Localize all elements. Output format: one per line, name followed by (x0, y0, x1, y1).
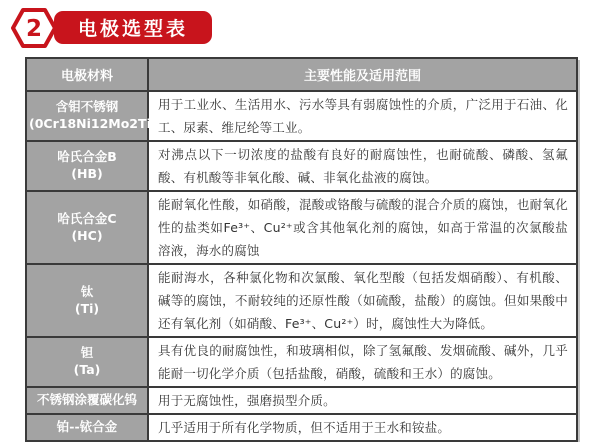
material-cell (26, 414, 148, 441)
description-cell: 用于工业水、生活用水、污水等具有弱腐蚀性的介质，广泛用于石油、化工、尿素、维尼纶等工业。 (148, 91, 577, 141)
material-code: (Ta) (73, 362, 101, 377)
column-header-performance: 主要性能及适用范围 (148, 58, 577, 91)
description-cell: 能耐海水，各种氯化物和次氯酸、氧化型酸（包括发烟硝酸）、有机酸、碱等的腐蚀，不耐较纯的还原性酸（如硫酸，盐酸）的腐蚀。但如果酸中还有氧化剂（如硝酸、Fe³⁺、Cu²⁺）时，腐蚀性大为降低。 (148, 264, 577, 337)
material-name: 哈氏合金C (57, 210, 117, 226)
material-cell (26, 264, 148, 337)
section-number-badge (11, 6, 57, 50)
table-row (26, 387, 577, 414)
table-row (26, 91, 577, 141)
description-cell: 具有优良的耐腐蚀性，和玻璃相似，除了氢氟酸、发烟硫酸、碱外，几乎能耐一切化学介质（包括盐酸，硝酸，硫酸和王水）的腐蚀。 (148, 337, 577, 387)
badge-number: 2 (25, 16, 43, 42)
table-header-row (26, 58, 577, 91)
material-name: 钛 (80, 283, 94, 299)
material-cell (26, 191, 148, 264)
hexagon-icon (11, 6, 57, 50)
material-code: (HB) (71, 166, 103, 181)
electrode-table-container (25, 57, 578, 442)
column-header-material: 电极材料 (26, 58, 148, 91)
table-row (26, 337, 577, 387)
description-cell: 能耐氧化性酸，如硝酸，混酸或铬酸与硫酸的混合介质的腐蚀，也耐氧化性的盐类如Fe³⁺、Cu²⁺或含其他氧化剂的腐蚀，如高于常温的次氯酸盐溶液，海水的腐蚀 (148, 191, 577, 264)
description-cell: 几乎适用于所有化学物质，但不适用于王水和铵盐。 (148, 414, 577, 441)
material-cell (26, 387, 148, 414)
material-name: 钽 (80, 345, 94, 361)
description-cell: 对沸点以下一切浓度的盐酸有良好的耐腐蚀性，也耐硫酸、磷酸、氢氟酸、有机酸等非氧化酸、碱、非氧化盐液的腐蚀。 (148, 141, 577, 191)
description-cell: 用于无腐蚀性，强磨损型介质。 (148, 387, 577, 414)
material-name: 铂--铱合金 (56, 419, 118, 435)
material-cell (26, 91, 157, 141)
table-row (26, 191, 577, 264)
table-row (26, 141, 577, 191)
material-cell (26, 141, 148, 191)
material-name: 不锈钢涂覆碳化钨 (36, 392, 137, 408)
material-cell (26, 337, 148, 387)
electrode-selection-table (25, 57, 578, 442)
table-row (26, 264, 577, 337)
material-code: (0Cr18Ni12Mo2Ti) (29, 116, 157, 131)
material-name: 含钼不锈钢 (55, 99, 119, 115)
page-title: 电极选型表 (77, 18, 188, 40)
material-name: 哈氏合金B (57, 149, 117, 165)
table-row (26, 414, 577, 441)
section-title-banner (54, 11, 212, 44)
material-code: (Ti) (74, 300, 100, 316)
material-code: (HC) (71, 227, 103, 243)
